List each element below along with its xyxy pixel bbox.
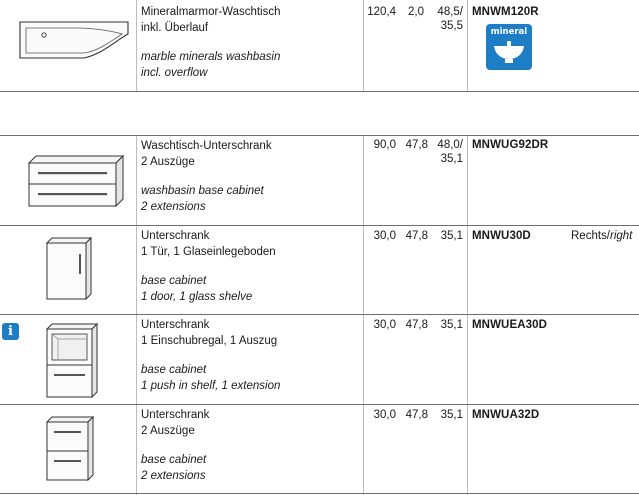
product-title-en-line2: 1 push in shelf, 1 extension	[141, 380, 281, 392]
product-title-de-line2: inkl. Überlauf	[141, 22, 209, 34]
width-value: 90,0	[373, 139, 396, 151]
washbasin-icon	[492, 40, 526, 66]
width-value: 30,0	[373, 230, 396, 242]
base-cabinet-2-drawers-drawing	[28, 153, 124, 207]
height-value: 47,8	[405, 409, 428, 421]
width-value: 30,0	[373, 319, 396, 331]
product-title-de-line2: 2 Auszüge	[141, 425, 195, 437]
product-title-en-line1: base cabinet	[141, 275, 207, 287]
product-title-en-line2: 1 door, 1 glass shelve	[141, 291, 253, 303]
product-title-en-line2: incl. overflow	[141, 67, 208, 79]
product-title-en-line2: 2 extensions	[141, 201, 206, 213]
base-cabinet-2-drawers-small-drawing	[46, 415, 94, 481]
article-code: MNWUEA30D	[472, 319, 548, 331]
product-title-en-line1: marble minerals washbasin	[141, 51, 281, 63]
depth-value: 35,1	[440, 409, 463, 421]
base-cabinet-shelf-drawer-drawing	[46, 322, 98, 398]
depth-value-line2: 35,5	[440, 20, 463, 32]
width-value: 30,0	[373, 409, 396, 421]
width-value: 120,4	[367, 6, 396, 18]
info-icon[interactable]: i	[2, 323, 19, 340]
product-title-en-line1: base cabinet	[141, 454, 207, 466]
product-title-de-line1: Unterschrank	[141, 230, 210, 242]
height-value: 47,8	[405, 139, 428, 151]
depth-value-line1: 48,0/	[437, 139, 463, 151]
article-code: MNWM120R	[472, 6, 539, 18]
article-code: MNWU30D	[472, 230, 531, 242]
height-value: 2,0	[408, 6, 424, 18]
article-code: MNWUG92DR	[472, 139, 549, 151]
depth-value: 35,1	[440, 230, 463, 242]
product-title-de-line1: Mineralmarmor-Waschtisch	[141, 6, 281, 18]
depth-value-line2: 35,1	[440, 153, 463, 165]
article-code: MNWUA32D	[472, 409, 540, 421]
washbasin-drawing	[18, 20, 130, 62]
mineral-badge-label: mineral	[490, 27, 528, 37]
product-title-en-line1: base cabinet	[141, 364, 207, 376]
depth-value: 35,1	[440, 319, 463, 331]
hinge-side-de: Rechts/	[571, 230, 610, 242]
product-title-en-line2: 2 extensions	[141, 470, 206, 482]
product-title-de-line1: Waschtisch-Unterschrank	[141, 140, 272, 152]
product-title-en-line1: washbasin base cabinet	[141, 185, 264, 197]
depth-value-line1: 48,5/	[437, 6, 463, 18]
product-title-de-line2: 1 Tür, 1 Glaseinlegeboden	[141, 246, 276, 258]
mineral-badge	[486, 24, 532, 70]
product-title-de-line2: 2 Auszüge	[141, 156, 195, 168]
height-value: 47,8	[405, 319, 428, 331]
product-title-de-line2: 1 Einschubregal, 1 Auszug	[141, 335, 278, 347]
height-value: 47,8	[405, 230, 428, 242]
hinge-side-en: right	[610, 230, 633, 242]
hinge-side-label	[571, 229, 632, 244]
product-title-de-line1: Unterschrank	[141, 409, 210, 421]
base-cabinet-door-drawing	[46, 236, 92, 300]
product-title-de-line1: Unterschrank	[141, 319, 210, 331]
